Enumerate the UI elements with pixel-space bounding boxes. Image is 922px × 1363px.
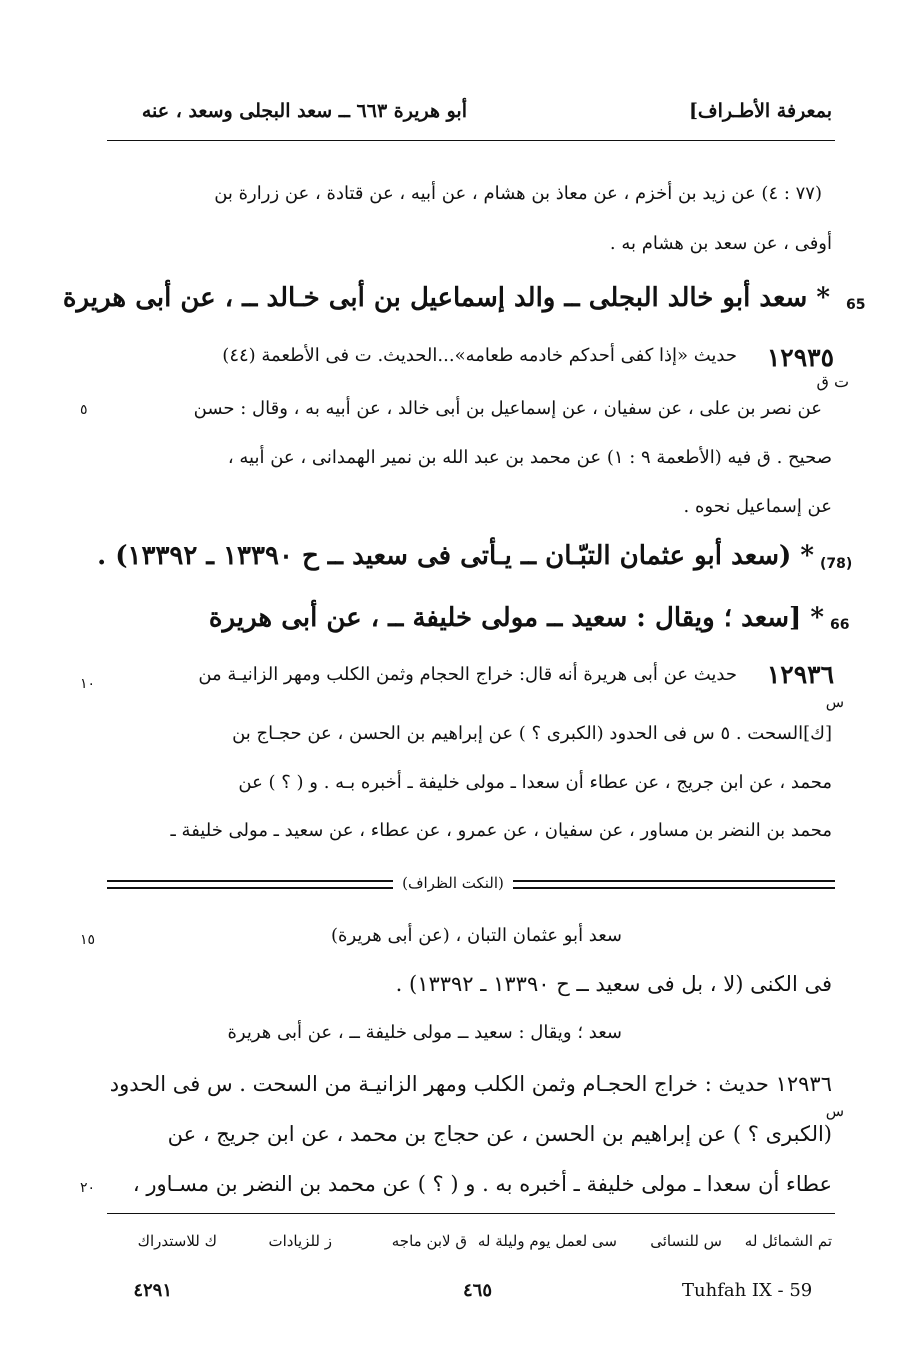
footer-page-number: ٤٦٥ [462, 1280, 492, 1301]
footnote-abbrev: ق لابن ماجه [391, 1232, 467, 1250]
entry-heading: * [سعد ؛ ويقال : سعيد ــ مولى خليفة ــ ، عن أبى هريرة [208, 603, 824, 633]
footnote-abbrev: ز للزيادات [268, 1232, 332, 1250]
body-line: (٧٧ : ٤) عن زيد بن أخزم ، عن معاذ بن هشام ، عن أبيه ، عن قتادة ، عن زرارة بن [214, 183, 822, 204]
body-line: صحيح . ق فيه (الأطعمة ٩ : ١) عن محمد بن عبد الله بن نمير الهمدانى ، عن أبيه ، [227, 447, 832, 468]
entry-number: 65 [846, 297, 866, 313]
hadith-text: حديث عن أبى هريرة أنه قال: خراج الحجام وثمن الكلب ومهر الزانيـة من [198, 664, 737, 685]
footnote-abbrev: ك للاستدراك [137, 1232, 217, 1250]
entry-heading: * (سعد أبو عثمان التبّـان ــ يـأتى فى سعيد ــ ح ١٣٣٩٠ ـ ١٣٣٩٢) . [97, 541, 814, 571]
line-number-20: ٢٠ [80, 1180, 96, 1196]
line-number-10: ١٠ [80, 676, 96, 692]
line-number-15: ١٥ [80, 932, 96, 948]
footnote-abbrev: سى لعمل يوم وليلة له [477, 1232, 617, 1250]
footer-signature: Tuhfah IX - 59 [682, 1280, 813, 1301]
footnote-abbrev: س للنسائى [650, 1232, 722, 1250]
header-section-title: بمعرفة الأطـراف] [688, 100, 832, 122]
body-line: محمد ، عن ابن جريج ، عن عطاء أن سعدا ـ مولى خليفة ـ أخبره بـه . و ( ؟ ) عن [238, 772, 832, 793]
footnote-abbrev: تم الشمائل له [744, 1232, 832, 1250]
nukat-line: عطاء أن سعدا ـ مولى خليفة ـ أخبره به . و ( ؟ ) عن محمد بن النضر بن مسـاور ، [132, 1172, 832, 1196]
line-number-5: ٥ [80, 402, 88, 418]
nukat-sigla: س [825, 1102, 844, 1120]
body-line: [ك]السحت . ٥ س فى الحدود (الكبرى ؟ ) عن إبراهيم بن الحسن ، عن حجـاج بن [232, 723, 832, 744]
hadith-number: ١٢٩٣٥ [766, 343, 834, 372]
header-rule [107, 140, 835, 141]
entry-number: (78) [820, 556, 853, 572]
nukat-heading: سعد أبو عثمان التبان ، (عن أبى هريرة) [330, 925, 622, 946]
nukat-heading: سعد ؛ ويقال : سعيد ــ مولى خليفة ــ ، عن أبى هريرة [227, 1022, 622, 1043]
footer-volume-number: ٤٢٩١ [133, 1280, 172, 1301]
section-title: (النكت الظراف) [393, 870, 513, 896]
hadith-number: ١٢٩٣٦ [766, 660, 834, 689]
hadith-text: حديث «إذا كفى أحدكم خادمه طعامه»...الحديث. ت فى الأطعمة (٤٤) [222, 345, 737, 366]
body-line: عن إسماعيل نحوه . [683, 496, 832, 517]
hadith-sigla: ت ق [816, 372, 849, 391]
header-running-title: أبو هريرة ٦٦٣ ــ سعد البجلى وسعد ، عنه [141, 100, 467, 122]
entry-number: 66 [830, 617, 850, 633]
nukat-line: ١٢٩٣٦ حديث : خراج الحجـام وثمن الكلب ومهر الزانيـة من السحت . س فى الحدود [109, 1072, 832, 1096]
body-line: عن نصر بن على ، عن سفيان ، عن إسماعيل بن أبى خالد ، عن أبيه به ، وقال : حسن [193, 398, 822, 419]
footnote-rule [107, 1213, 835, 1214]
hadith-sigla: س [825, 693, 844, 711]
body-line: محمد بن النضر بن مساور ، عن سفيان ، عن عمرو ، عن عطاء ، عن سعيد ـ مولى خليفة ـ [170, 820, 832, 841]
entry-heading: * سعد أبو خالد البجلى ــ والد إسماعيل بن أبى خـالد ــ ، عن أبى هريرة [62, 283, 830, 313]
nukat-line: (الكبرى ؟ ) عن إبراهيم بن الحسن ، عن حجاج بن محمد ، عن ابن جريج ، عن [167, 1122, 832, 1146]
nukat-line: فى الكنى (لا ، بل فى سعيد ــ ح ١٣٣٩٠ ـ ١٣٣٩٢) . [395, 972, 832, 996]
body-line: أوفى ، عن سعد بن هشام به . [609, 233, 832, 254]
